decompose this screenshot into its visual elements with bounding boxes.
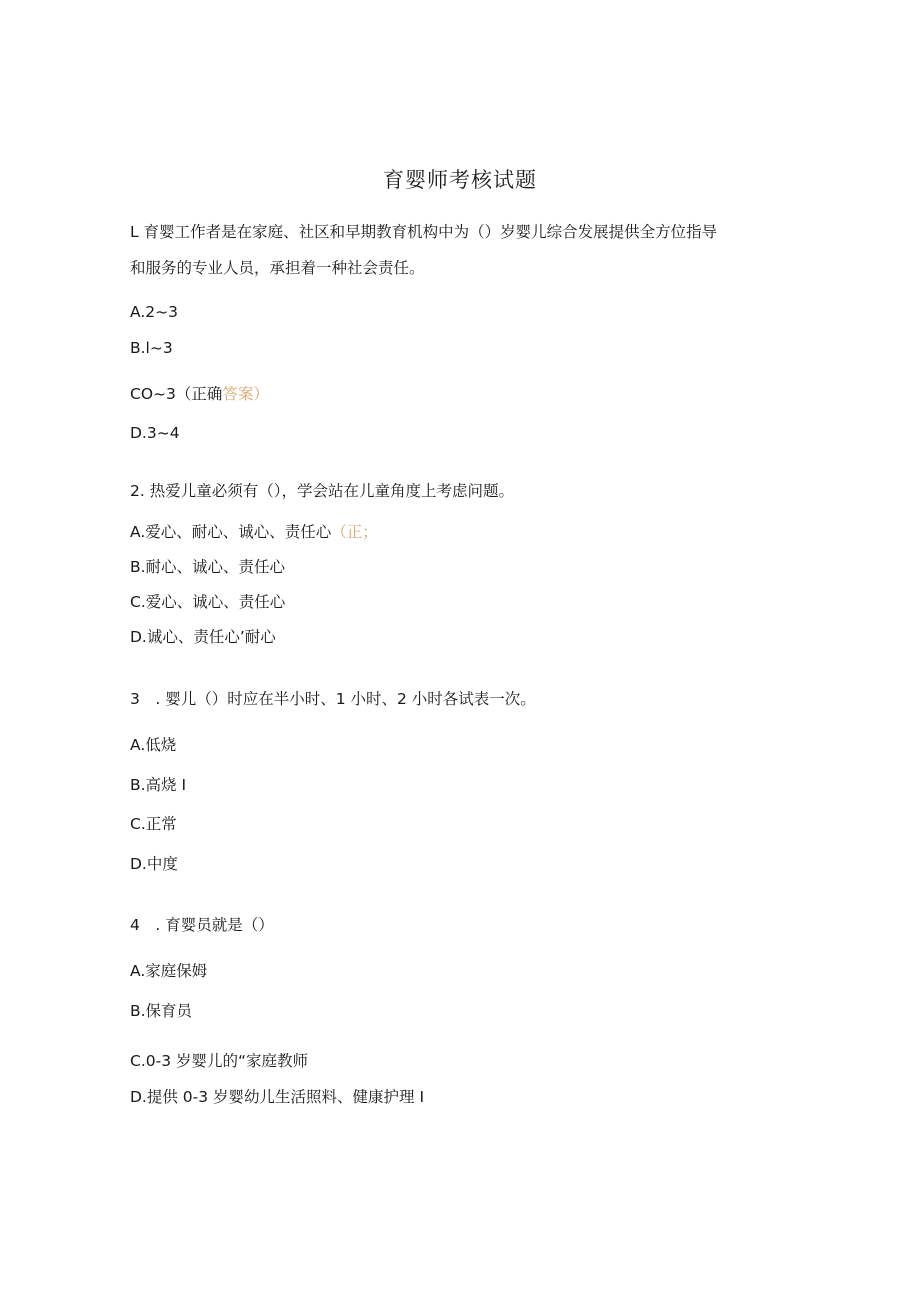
page-title: 育婴师考核试题: [383, 168, 537, 192]
question-3-option-d: D.中度: [130, 855, 178, 873]
question-2-option-a-text: A.爱心、耐心、诚心、责任心: [130, 523, 332, 541]
question-2-option-d: D.诚心、责任心’耐心: [130, 628, 276, 646]
question-2-option-b: B.耐心、诚心、责任心: [130, 558, 286, 576]
question-2-stem-line-1: 2. 热爱儿童必须有（），学会站在儿童角度上考虑问题。: [130, 482, 514, 500]
question-2-option-a: [130, 522, 378, 542]
question-4-stem-line-1: 4 . 育婴员就是（）: [130, 916, 274, 934]
question-2-option-c: C.爱心、诚心、责任心: [130, 593, 286, 611]
question-3-stem-line-1: 3 . 婴儿（）时应在半小时、1 小时、2 小时各试表一次。: [130, 690, 536, 708]
question-1-option-d: D.3~4: [130, 424, 180, 442]
question-3-option-b: B.高烧 I: [130, 776, 187, 794]
question-1-option-b: B.l~3: [130, 339, 173, 357]
question-4-option-c: C.0-3 岁婴儿的“家庭教师: [130, 1052, 309, 1070]
question-3-option-a: A.低烧: [130, 736, 177, 754]
answer-mark: 答案）: [222, 385, 269, 403]
question-1-option-c: [130, 384, 269, 404]
question-4-option-d: D.提供 0-3 岁婴幼儿生活照料、健康护理 I: [130, 1088, 425, 1106]
answer-mark: （正；: [331, 523, 378, 541]
question-4-option-b: B.保育员: [130, 1002, 193, 1020]
question-1-option-a: A.2~3: [130, 303, 178, 321]
question-1-stem-line-1: L 育婴工作者是在家庭、社区和早期教育机构中为（）岁婴儿综合发展提供全方位指导: [130, 223, 718, 241]
question-1-option-c-text: CO~3（正确: [130, 385, 223, 403]
question-3-option-c: C.正常: [130, 815, 177, 833]
question-1-stem-line-2: 和服务的专业人员，承担着一种社会责任。: [130, 259, 425, 277]
question-4-option-a: A.家庭保姆: [130, 962, 208, 980]
